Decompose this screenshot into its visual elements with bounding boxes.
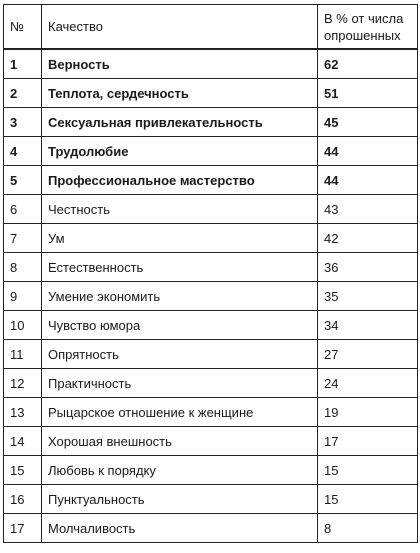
row-quality: Ум bbox=[42, 224, 318, 253]
table-row bbox=[4, 282, 418, 311]
header-number: № bbox=[4, 5, 42, 50]
row-quality: Рыцарское отношение к женщине bbox=[42, 398, 318, 427]
row-number: 3 bbox=[4, 108, 42, 137]
table-row bbox=[4, 485, 418, 514]
row-percent: 35 bbox=[318, 282, 418, 311]
row-quality: Умение экономить bbox=[42, 282, 318, 311]
table-row bbox=[4, 49, 418, 79]
row-percent: 8 bbox=[318, 514, 418, 543]
row-quality: Верность bbox=[42, 49, 318, 79]
row-percent: 17 bbox=[318, 427, 418, 456]
table-row bbox=[4, 137, 418, 166]
row-number: 2 bbox=[4, 79, 42, 108]
row-number: 17 bbox=[4, 514, 42, 543]
row-quality: Честность bbox=[42, 195, 318, 224]
row-quality: Теплота, сердечность bbox=[42, 79, 318, 108]
table-row bbox=[4, 514, 418, 543]
row-number: 11 bbox=[4, 340, 42, 369]
table-row bbox=[4, 224, 418, 253]
table-row bbox=[4, 79, 418, 108]
header-percent: В % от числа опрошенных bbox=[318, 5, 418, 50]
row-quality: Молчаливость bbox=[42, 514, 318, 543]
row-number: 16 bbox=[4, 485, 42, 514]
qualities-table bbox=[3, 4, 418, 543]
row-quality: Пунктуальность bbox=[42, 485, 318, 514]
table-row bbox=[4, 253, 418, 282]
row-percent: 24 bbox=[318, 369, 418, 398]
row-percent: 36 bbox=[318, 253, 418, 282]
table-row bbox=[4, 166, 418, 195]
row-number: 12 bbox=[4, 369, 42, 398]
table-row bbox=[4, 427, 418, 456]
row-number: 5 bbox=[4, 166, 42, 195]
row-number: 1 bbox=[4, 49, 42, 79]
row-number: 6 bbox=[4, 195, 42, 224]
table-row bbox=[4, 369, 418, 398]
table-header bbox=[4, 5, 418, 50]
row-percent: 51 bbox=[318, 79, 418, 108]
row-percent: 44 bbox=[318, 166, 418, 195]
table-row bbox=[4, 108, 418, 137]
header-row bbox=[4, 5, 418, 50]
row-percent: 43 bbox=[318, 195, 418, 224]
row-number: 15 bbox=[4, 456, 42, 485]
row-number: 7 bbox=[4, 224, 42, 253]
row-percent: 15 bbox=[318, 485, 418, 514]
row-quality: Чувство юмора bbox=[42, 311, 318, 340]
row-number: 9 bbox=[4, 282, 42, 311]
table-row bbox=[4, 340, 418, 369]
row-percent: 62 bbox=[318, 49, 418, 79]
row-percent: 45 bbox=[318, 108, 418, 137]
table-body bbox=[4, 49, 418, 543]
row-quality: Профессиональное мастерство bbox=[42, 166, 318, 195]
row-quality: Любовь к порядку bbox=[42, 456, 318, 485]
row-quality: Практичность bbox=[42, 369, 318, 398]
row-percent: 19 bbox=[318, 398, 418, 427]
row-number: 4 bbox=[4, 137, 42, 166]
row-number: 13 bbox=[4, 398, 42, 427]
row-number: 8 bbox=[4, 253, 42, 282]
row-percent: 42 bbox=[318, 224, 418, 253]
table-row bbox=[4, 398, 418, 427]
row-percent: 15 bbox=[318, 456, 418, 485]
row-quality: Хорошая внешность bbox=[42, 427, 318, 456]
row-quality: Трудолюбие bbox=[42, 137, 318, 166]
row-quality: Естественность bbox=[42, 253, 318, 282]
row-quality: Опрятность bbox=[42, 340, 318, 369]
row-quality: Сексуальная привлекательность bbox=[42, 108, 318, 137]
header-quality: Качество bbox=[42, 5, 318, 50]
row-percent: 27 bbox=[318, 340, 418, 369]
table-row bbox=[4, 311, 418, 340]
row-percent: 44 bbox=[318, 137, 418, 166]
row-percent: 34 bbox=[318, 311, 418, 340]
row-number: 10 bbox=[4, 311, 42, 340]
table-row bbox=[4, 456, 418, 485]
table-row bbox=[4, 195, 418, 224]
row-number: 14 bbox=[4, 427, 42, 456]
